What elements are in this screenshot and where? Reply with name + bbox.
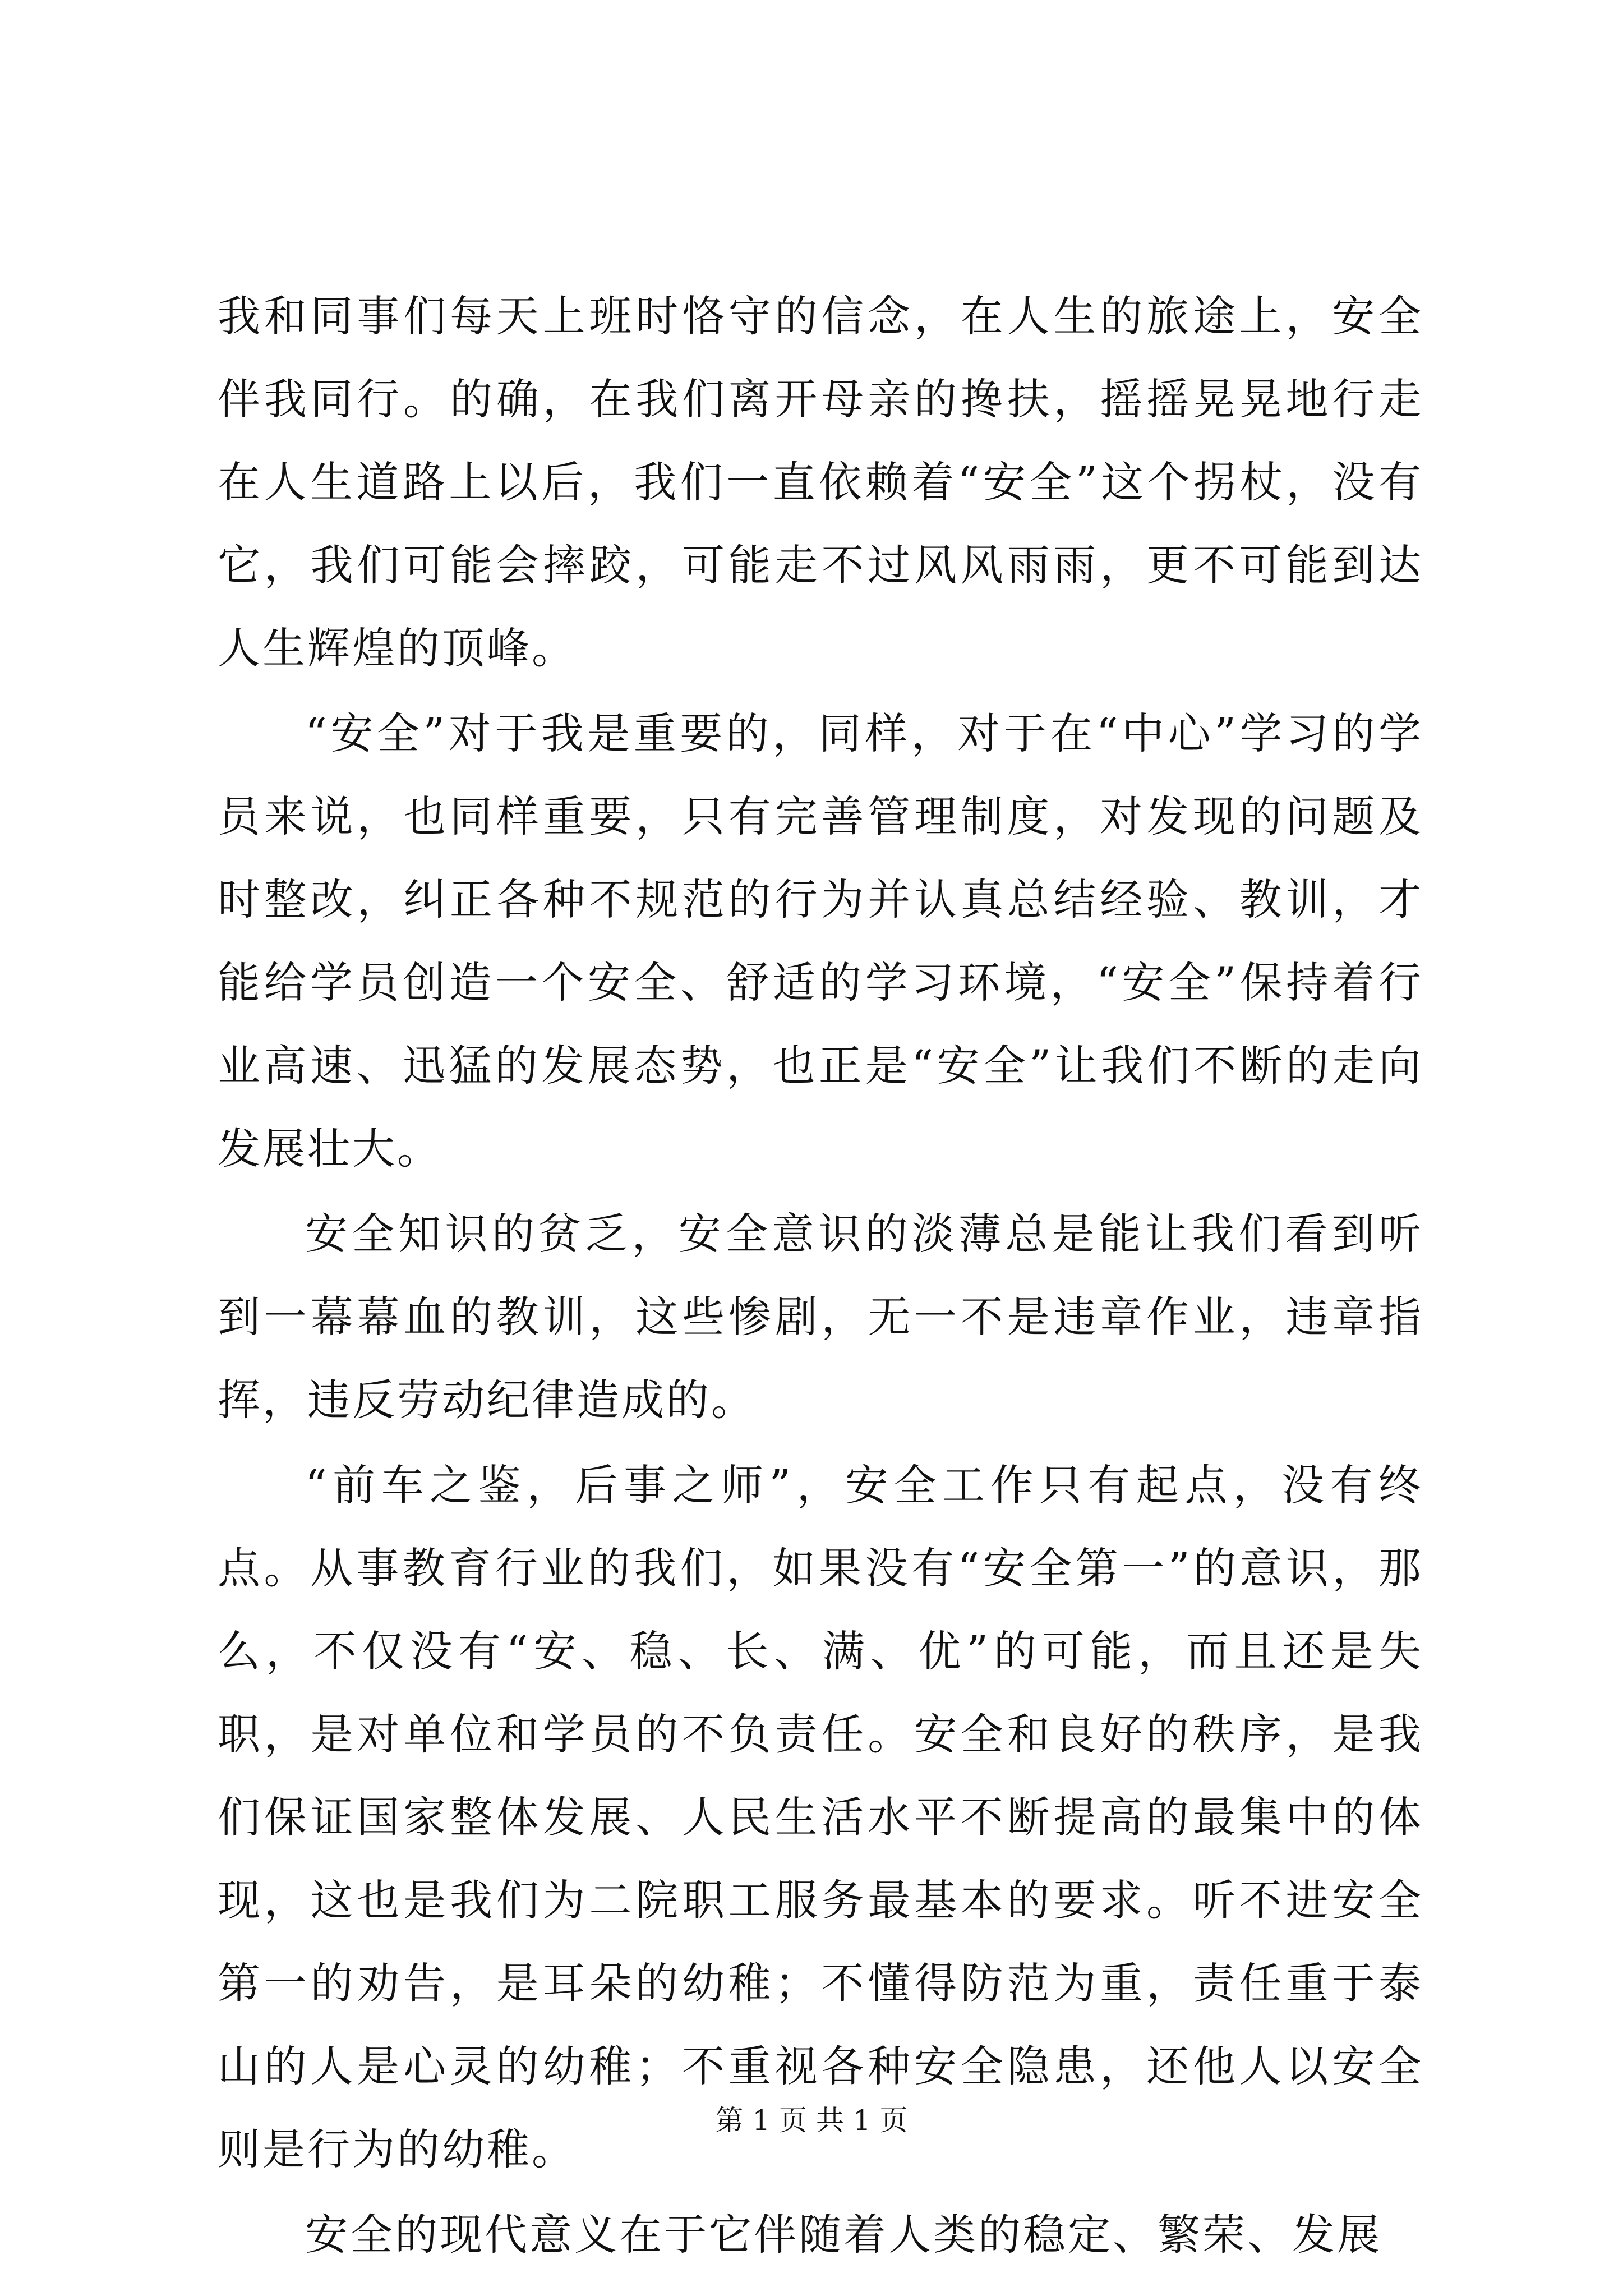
paragraph-4: “前车之鉴，后事之师”，安全工作只有起点，没有终点。从事教育行业的我们，如果没有“安全第一”的意识，那么，不仅没有“安、稳、长、满、优”的可能，而且还是失职，是对单位和学员的不负责任。安全和良好的秩序，是我们保证国家整体发展、人民生活水平不断提高的最集中的体现，这也是我们为二院职工服务最基本的要求。听不进安全第一的劝告，是耳朵的幼稚；不懂得防范为重，责任重于泰山的人是心灵的幼稚；不重视各种安全隐患，还他人以安全则是行为的幼稚。: [218, 1460, 1423, 2174]
paragraph-2: “安全”对于我是重要的，同样，对于在“中心”学习的学员来说，也同样重要，只有完善管理制度，对发现的问题及时整改，纠正各种不规范的行为并认真总结经验、教训，才能给学员创造一个安全、舒适的学习环境，“安全”保持着行业高速、迅猛的发展态势，也正是“安全”让我们不断的走向发展壮大。: [218, 708, 1423, 1174]
paragraph-1: 我和同事们每天上班时恪守的信念，在人生的旅途上，安全伴我同行。的确，在我们离开母亲的搀扶，摇摇晃晃地行走在人生道路上以后，我们一直依赖着“安全”这个拐杖，没有它，我们可能会摔跤，可能走不过风风雨雨，更不可能到达人生辉煌的顶峰。: [218, 291, 1423, 673]
page-number-footer: 第 1 页 共 1 页: [715, 2104, 908, 2137]
paragraph-5: 安全的现代意义在于它伴随着人类的稳定、繁荣、发展: [305, 2210, 1382, 2260]
document-body: [218, 275, 1423, 2279]
paragraph-3: 安全知识的贫乏，安全意识的淡薄总是能让我们看到听到一幕幕血的教训，这些惨剧，无一不是违章作业，违章指挥，违反劳动纪律造成的。: [218, 1209, 1423, 1425]
